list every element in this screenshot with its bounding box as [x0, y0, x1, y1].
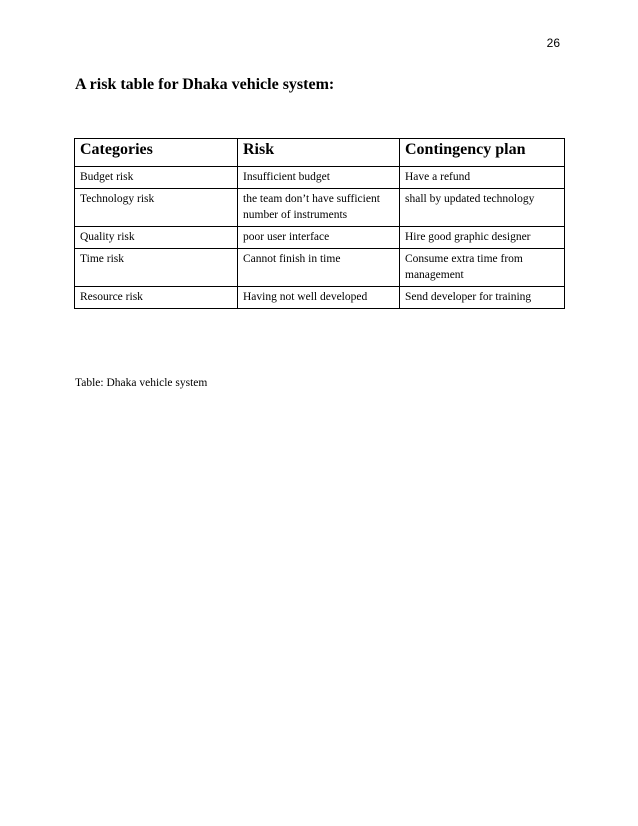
header-categories: Categories: [75, 139, 238, 167]
cell-category: Resource risk: [75, 287, 238, 309]
cell-risk: Insufficient budget: [238, 167, 400, 189]
cell-category: Technology risk: [75, 189, 238, 227]
table-row: [75, 249, 565, 287]
cell-risk: the team don’t have sufficient number of instruments: [238, 189, 400, 227]
cell-plan: Consume extra time from management: [400, 249, 565, 287]
table-row: [75, 167, 565, 189]
table-row: [75, 227, 565, 249]
header-risk: Risk: [238, 139, 400, 167]
table-row: [75, 189, 565, 227]
cell-category: Time risk: [75, 249, 238, 287]
cell-plan: Send developer for training: [400, 287, 565, 309]
section-heading: A risk table for Dhaka vehicle system:: [75, 76, 335, 93]
cell-plan: Have a refund: [400, 167, 565, 189]
table-caption: Table: Dhaka vehicle system: [75, 377, 208, 389]
header-contingency-plan: Contingency plan: [400, 139, 565, 167]
cell-risk: Cannot finish in time: [238, 249, 400, 287]
cell-plan: Hire good graphic designer: [400, 227, 565, 249]
cell-plan: shall by updated technology: [400, 189, 565, 227]
cell-category: Budget risk: [75, 167, 238, 189]
table-header-row: [75, 139, 565, 167]
table-row: [75, 287, 565, 309]
cell-risk: Having not well developed: [238, 287, 400, 309]
page-number: 26: [546, 36, 560, 50]
cell-risk: poor user interface: [238, 227, 400, 249]
risk-table: [74, 138, 565, 309]
cell-category: Quality risk: [75, 227, 238, 249]
